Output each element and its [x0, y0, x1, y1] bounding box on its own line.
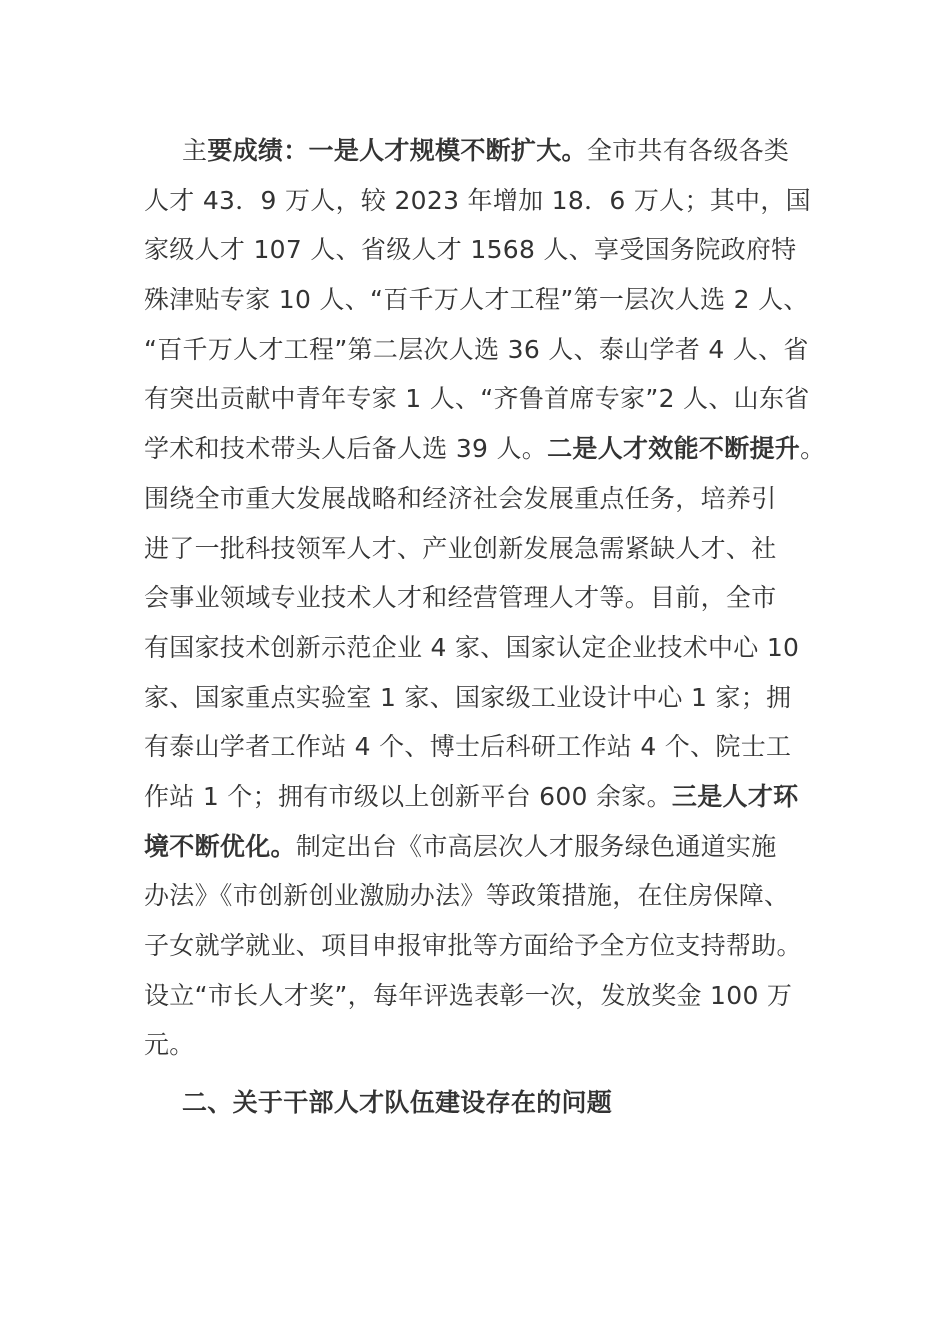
text-line — [144, 623, 824, 673]
text-run: 元。 — [144, 1030, 195, 1060]
text-run: 围绕全市重大发展战略和经济社会发展重点任务，培养引 — [144, 483, 777, 513]
text-run: 。 — [800, 434, 826, 464]
text-line — [144, 1020, 824, 1070]
bold-text-run: 要成绩：一是人才规模不断扩大。 — [207, 136, 587, 165]
achievements-paragraph — [144, 126, 824, 1070]
text-run: 人才 43．9 万人，较 2023 年增加 18．6 万人；其中，国 — [144, 185, 811, 215]
bold-text-run: 三是人才环 — [671, 781, 799, 811]
text-run: 有突出贡献中青年专家 1 人、“齐鲁首席专家”2 人、山东省 — [144, 384, 810, 414]
text-line — [144, 921, 824, 971]
text-line — [144, 225, 824, 275]
text-line — [144, 673, 824, 723]
text-line — [144, 722, 824, 772]
text-run: “百千万人才工程”第二层次人选 36 人、泰山学者 4 人、省 — [144, 334, 809, 364]
text-line — [144, 275, 824, 325]
text-line — [144, 971, 824, 1021]
text-run: 家、国家重点实验室 1 家、国家级工业设计中心 1 家；拥 — [144, 682, 792, 712]
text-line — [144, 424, 824, 474]
text-line — [144, 772, 824, 822]
text-run: 办法》《市创新创业激励办法》等政策措施，在住房保障、 — [144, 881, 790, 911]
text-run: 学术和技术带头人后备人选 39 人。 — [144, 434, 548, 464]
bold-text-run: 境不断优化。 — [144, 831, 296, 861]
text-run: 设立“市长人才奖”，每年评选表彰一次，发放奖金 100 万 — [144, 980, 793, 1010]
text-run: 会事业领域专业技术人才和经营管理人才等。目前，全市 — [144, 583, 777, 613]
text-run: 有泰山学者工作站 4 个、博士后科研工作站 4 个、院士工 — [144, 732, 792, 762]
text-line — [144, 871, 824, 921]
text-line — [144, 374, 824, 424]
section-heading: 二、关于干部人才队伍建设存在的问题 — [182, 1088, 613, 1118]
text-run: 全市共有各级各类 — [586, 136, 790, 165]
text-run: 主 — [182, 136, 208, 165]
text-line — [144, 325, 824, 375]
text-line — [144, 474, 824, 524]
text-line — [144, 573, 824, 623]
text-line — [144, 524, 824, 574]
text-line — [144, 822, 824, 872]
text-line — [144, 176, 824, 226]
body-text — [144, 126, 824, 1128]
text-run: 殊津贴专家 10 人、“百千万人才工程”第一层次人选 2 人、 — [144, 285, 809, 315]
text-run: 子女就学就业、项目申报审批等方面给予全方位支持帮助。 — [144, 931, 802, 960]
text-run: 进了一批科技领军人才、产业创新发展急需紧缺人才、社 — [144, 533, 777, 563]
text-run: 家级人才 107 人、省级人才 1568 人、享受国务院政府特 — [144, 235, 797, 265]
text-line — [144, 126, 824, 176]
text-run: 有国家技术创新示范企业 4 家、国家认定企业技术中心 10 — [144, 632, 800, 662]
text-run: 作站 1 个；拥有市级以上创新平台 600 余家。 — [144, 781, 672, 811]
bold-text-run: 二是人才效能不断提升 — [547, 434, 801, 464]
text-run: 制定出台《市高层次人才服务绿色通道实施 — [295, 831, 777, 861]
